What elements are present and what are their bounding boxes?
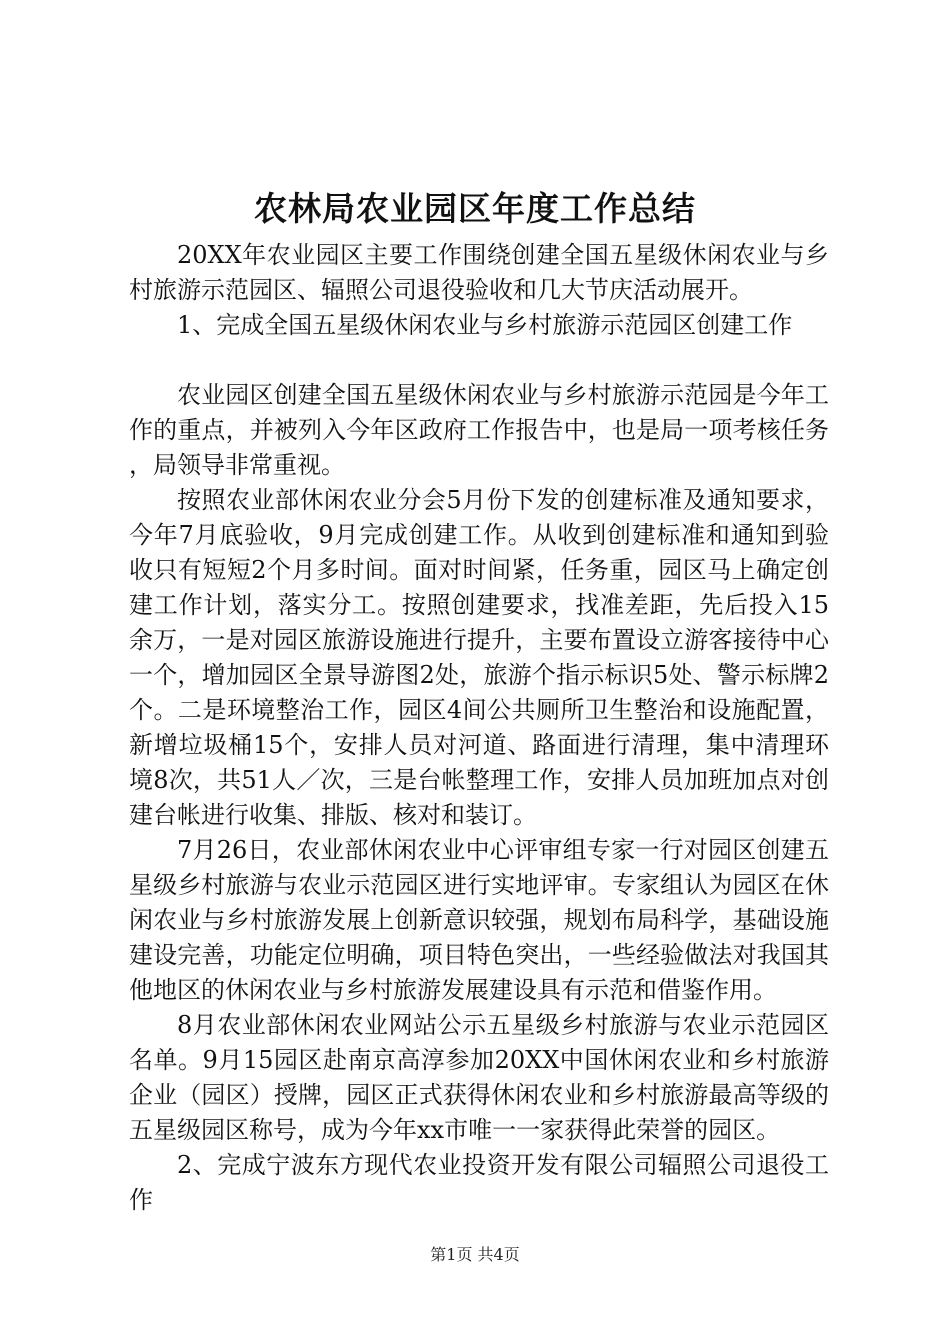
page-footer: 第1页 共4页: [430, 1245, 520, 1264]
document-title: 农林局农业园区年度工作总结: [254, 189, 696, 228]
paragraph-preparation: 按照农业部休闲农业分会5月份下发的创建标准及通知要求，今年7月底验收，9月完成创建工作。从收到创建标准和通知到验收只有短短2个月多时间。面对时间紧，任务重，园区马上确定创建工作计划，落实分工。按照创建要求，找准差距，先后投入15余万，一是对园区旅游设施进行提升，主要布置设立游客接待中心一个，增加园区全景导游图2处，旅游个指示标识5处、警示标牌2个。二是环境整治工作，园区4间公共厕所卫生整治和设施配置，新增垃圾桶15个，安排人员对河道、路面进行清理，集中清理环境8次，共51人／次，三是台帐整理工作，安排人员加班加点对创建台帐进行收集、排版、核对和装订。: [129, 486, 829, 829]
paragraph-review: 7月26日，农业部休闲农业中心评审组专家一行对园区创建五星级乡村旅游与农业示范园区进行实地评审。专家组认为园区在休闲农业与乡村旅游发展上创新意识较强，规划布局科学，基础设施建设完善，功能定位明确，项目特色突出，一些经验做法对我国其他地区的休闲农业与乡村旅游发展建设具有示范和借鉴作用。: [129, 836, 829, 1004]
document-body: [129, 238, 829, 1218]
paragraph-intro: 20XX年农业园区主要工作围绕创建全国五星级休闲农业与乡村旅游示范园区、辐照公司退役验收和几大节庆活动展开。: [129, 241, 829, 304]
blank-line: [129, 343, 829, 378]
paragraph-award: 8月农业部休闲农业网站公示五星级乡村旅游与农业示范园区名单。9月15园区赴南京高淳参加20XX中国休闲农业和乡村旅游企业（园区）授牌，园区正式获得休闲农业和乡村旅游最高等级的五星级园区称号，成为今年xx市唯一一家获得此荣誉的园区。: [129, 1011, 829, 1144]
paragraph-importance: 农业园区创建全国五星级休闲农业与乡村旅游示范园是今年工作的重点，并被列入今年区政府工作报告中，也是局一项考核任务，局领导非常重视。: [129, 381, 829, 479]
section-heading-2: 2、完成宁波东方现代农业投资开发有限公司辐照公司退役工作: [129, 1151, 829, 1214]
section-heading-1: 1、完成全国五星级休闲农业与乡村旅游示范园区创建工作: [177, 311, 793, 339]
